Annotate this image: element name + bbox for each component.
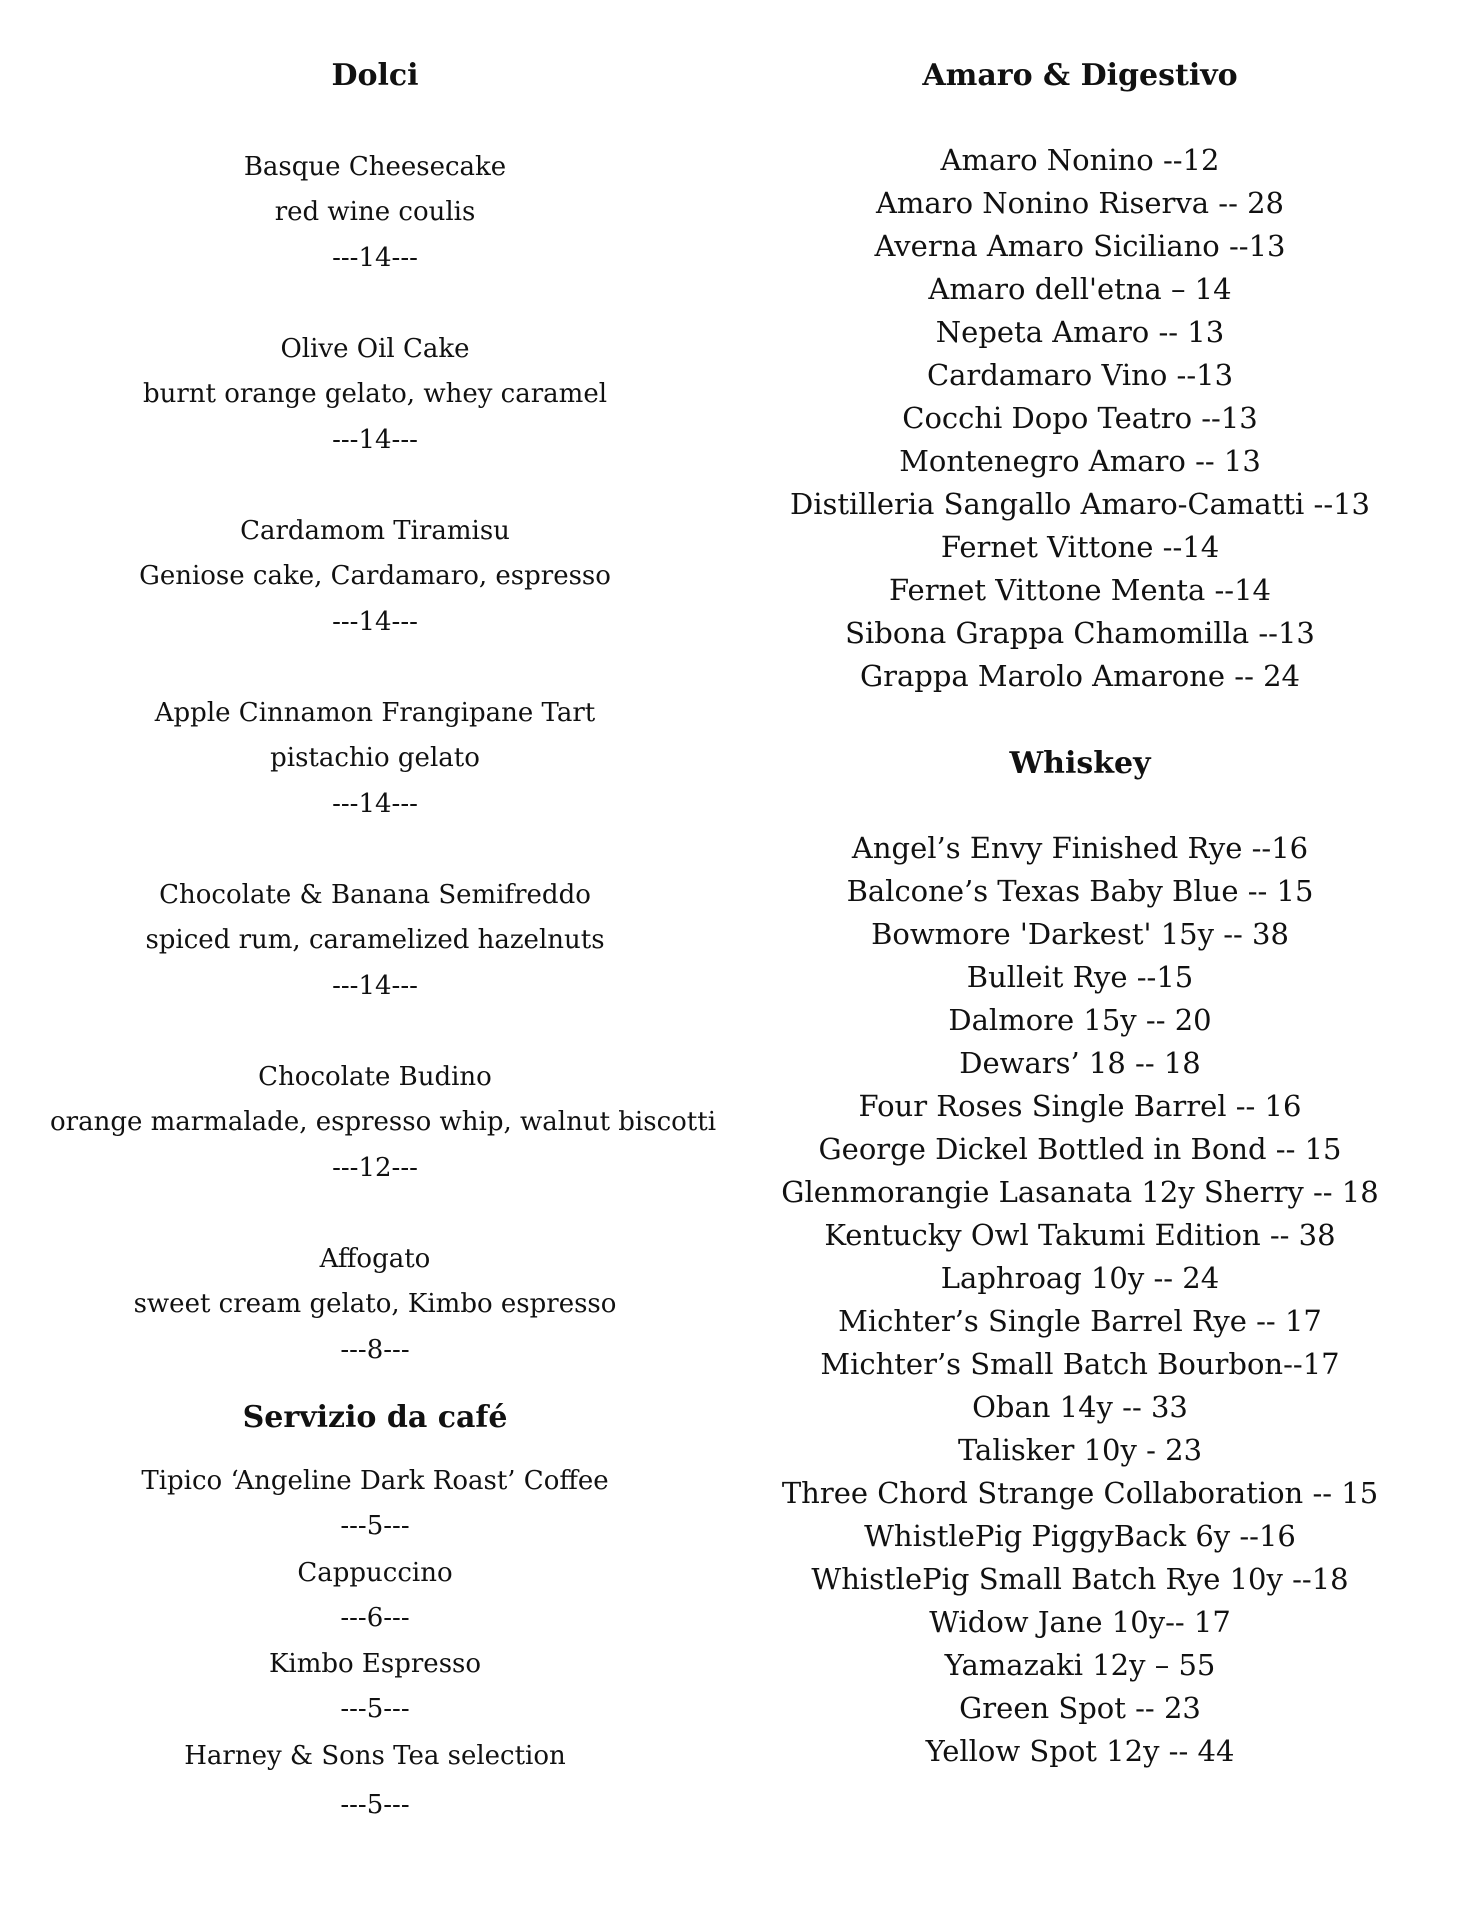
dolci-item-name: Chocolate Budino bbox=[258, 1062, 492, 1092]
dolci-item-price: ---14--- bbox=[332, 607, 418, 637]
whiskey-item: Bulleit Rye --15 bbox=[966, 960, 1194, 994]
dolci-item-description: sweet cream gelato, Kimbo espresso bbox=[133, 1289, 617, 1319]
whiskey-item: Green Spot -- 23 bbox=[959, 1691, 1201, 1725]
dolci-item-name: Olive Oil Cake bbox=[280, 334, 470, 364]
dolci-item-price: ---14--- bbox=[332, 971, 418, 1001]
whiskey-item: WhistlePig Small Batch Rye 10y --18 bbox=[811, 1562, 1349, 1596]
whiskey-item: Three Chord Strange Collaboration -- 15 bbox=[781, 1476, 1379, 1510]
whiskey-item: Bowmore 'Darkest' 15y -- 38 bbox=[871, 917, 1289, 951]
whiskey-item: Laphroag 10y -- 24 bbox=[940, 1261, 1220, 1295]
amaro-item: Amaro Nonino --12 bbox=[940, 143, 1220, 177]
amaro-item: Fernet Vittone Menta --14 bbox=[889, 573, 1271, 607]
dolci-item-description: Geniose cake, Cardamaro, espresso bbox=[139, 561, 611, 591]
dolci-item-price: ---8--- bbox=[340, 1335, 410, 1365]
amaro-item: Montenegro Amaro -- 13 bbox=[899, 444, 1261, 478]
whiskey-item: Michter’s Single Barrel Rye -- 17 bbox=[838, 1304, 1322, 1338]
whiskey-item: Four Roses Single Barrel -- 16 bbox=[858, 1089, 1302, 1123]
whiskey-item: Talisker 10y - 23 bbox=[957, 1433, 1203, 1467]
dolci-item-name: Chocolate & Banana Semifreddo bbox=[159, 880, 591, 910]
whiskey-item: Yamazaki 12y – 55 bbox=[944, 1648, 1216, 1682]
amaro-item: Averna Amaro Siciliano --13 bbox=[874, 229, 1286, 263]
whiskey-item: WhistlePig PiggyBack 6y --16 bbox=[864, 1519, 1296, 1553]
whiskey-item: Glenmorangie Lasanata 12y Sherry -- 18 bbox=[781, 1175, 1379, 1209]
dolci-item-price: ---14--- bbox=[332, 243, 418, 273]
cafe-item-price: ---5--- bbox=[340, 1511, 410, 1541]
dolci-item-name: Affogato bbox=[319, 1244, 431, 1274]
amaro-item: Fernet Vittone --14 bbox=[940, 530, 1220, 564]
dolci-item-name: Basque Cheesecake bbox=[243, 152, 507, 182]
amaro-item: Amaro Nonino Riserva -- 28 bbox=[875, 186, 1285, 220]
amaro-item: Distilleria Sangallo Amaro-Camatti --13 bbox=[789, 487, 1371, 521]
whiskey-item: Yellow Spot 12y -- 44 bbox=[925, 1734, 1235, 1768]
whiskey-item: Dewars’ 18 -- 18 bbox=[959, 1046, 1201, 1080]
dolci-item-price: ---14--- bbox=[332, 425, 418, 455]
whiskey-item: Balcone’s Texas Baby Blue -- 15 bbox=[846, 874, 1314, 908]
whiskey-item: Michter’s Small Batch Bourbon--17 bbox=[820, 1347, 1340, 1381]
amaro-heading: Amaro & Digestivo bbox=[922, 58, 1238, 93]
whiskey-item: Kentucky Owl Takumi Edition -- 38 bbox=[824, 1218, 1336, 1252]
cafe-item-name: Tipico ‘Angeline Dark Roast’ Coffee bbox=[141, 1466, 609, 1496]
dolci-item-price: ---12--- bbox=[332, 1153, 418, 1183]
dolci-item-price: ---14--- bbox=[332, 789, 418, 819]
cafe-heading: Servizio da café bbox=[242, 1400, 508, 1435]
whiskey-item: George Dickel Bottled in Bond -- 15 bbox=[818, 1132, 1342, 1166]
cafe-item-price: ---5--- bbox=[340, 1694, 410, 1724]
dolci-item-description: red wine coulis bbox=[274, 197, 476, 227]
dolci-item-name: Cardamom Tiramisu bbox=[240, 516, 510, 546]
amaro-item: Cocchi Dopo Teatro --13 bbox=[902, 401, 1258, 435]
whiskey-item: Angel’s Envy Finished Rye --16 bbox=[851, 831, 1309, 865]
amaro-item: Amaro dell'etna – 14 bbox=[928, 272, 1232, 306]
cafe-item-price: ---6--- bbox=[340, 1603, 410, 1633]
dolci-heading: Dolci bbox=[331, 58, 419, 93]
cafe-item-price: ---5--- bbox=[340, 1790, 410, 1820]
dolci-item-description: spiced rum, caramelized hazelnuts bbox=[145, 925, 605, 955]
whiskey-item: Dalmore 15y -- 20 bbox=[948, 1003, 1212, 1037]
whiskey-item: Widow Jane 10y-- 17 bbox=[929, 1605, 1231, 1639]
amaro-item: Nepeta Amaro -- 13 bbox=[935, 315, 1225, 349]
amaro-item: Cardamaro Vino --13 bbox=[926, 358, 1234, 392]
dolci-item-description: burnt orange gelato, whey caramel bbox=[142, 379, 608, 409]
dolci-item-description: pistachio gelato bbox=[270, 743, 480, 773]
whiskey-heading: Whiskey bbox=[1009, 746, 1151, 781]
dolci-item-description: orange marmalade, espresso whip, walnut biscotti bbox=[50, 1107, 717, 1137]
cafe-item-name: Kimbo Espresso bbox=[268, 1649, 482, 1679]
whiskey-item: Oban 14y -- 33 bbox=[972, 1390, 1188, 1424]
amaro-item: Grappa Marolo Amarone -- 24 bbox=[859, 659, 1301, 693]
cafe-item-name: Cappuccino bbox=[297, 1558, 453, 1588]
dolci-item-name: Apple Cinnamon Frangipane Tart bbox=[154, 698, 596, 728]
amaro-item: Sibona Grappa Chamomilla --13 bbox=[845, 616, 1315, 650]
cafe-item-name: Harney & Sons Tea selection bbox=[184, 1741, 566, 1771]
